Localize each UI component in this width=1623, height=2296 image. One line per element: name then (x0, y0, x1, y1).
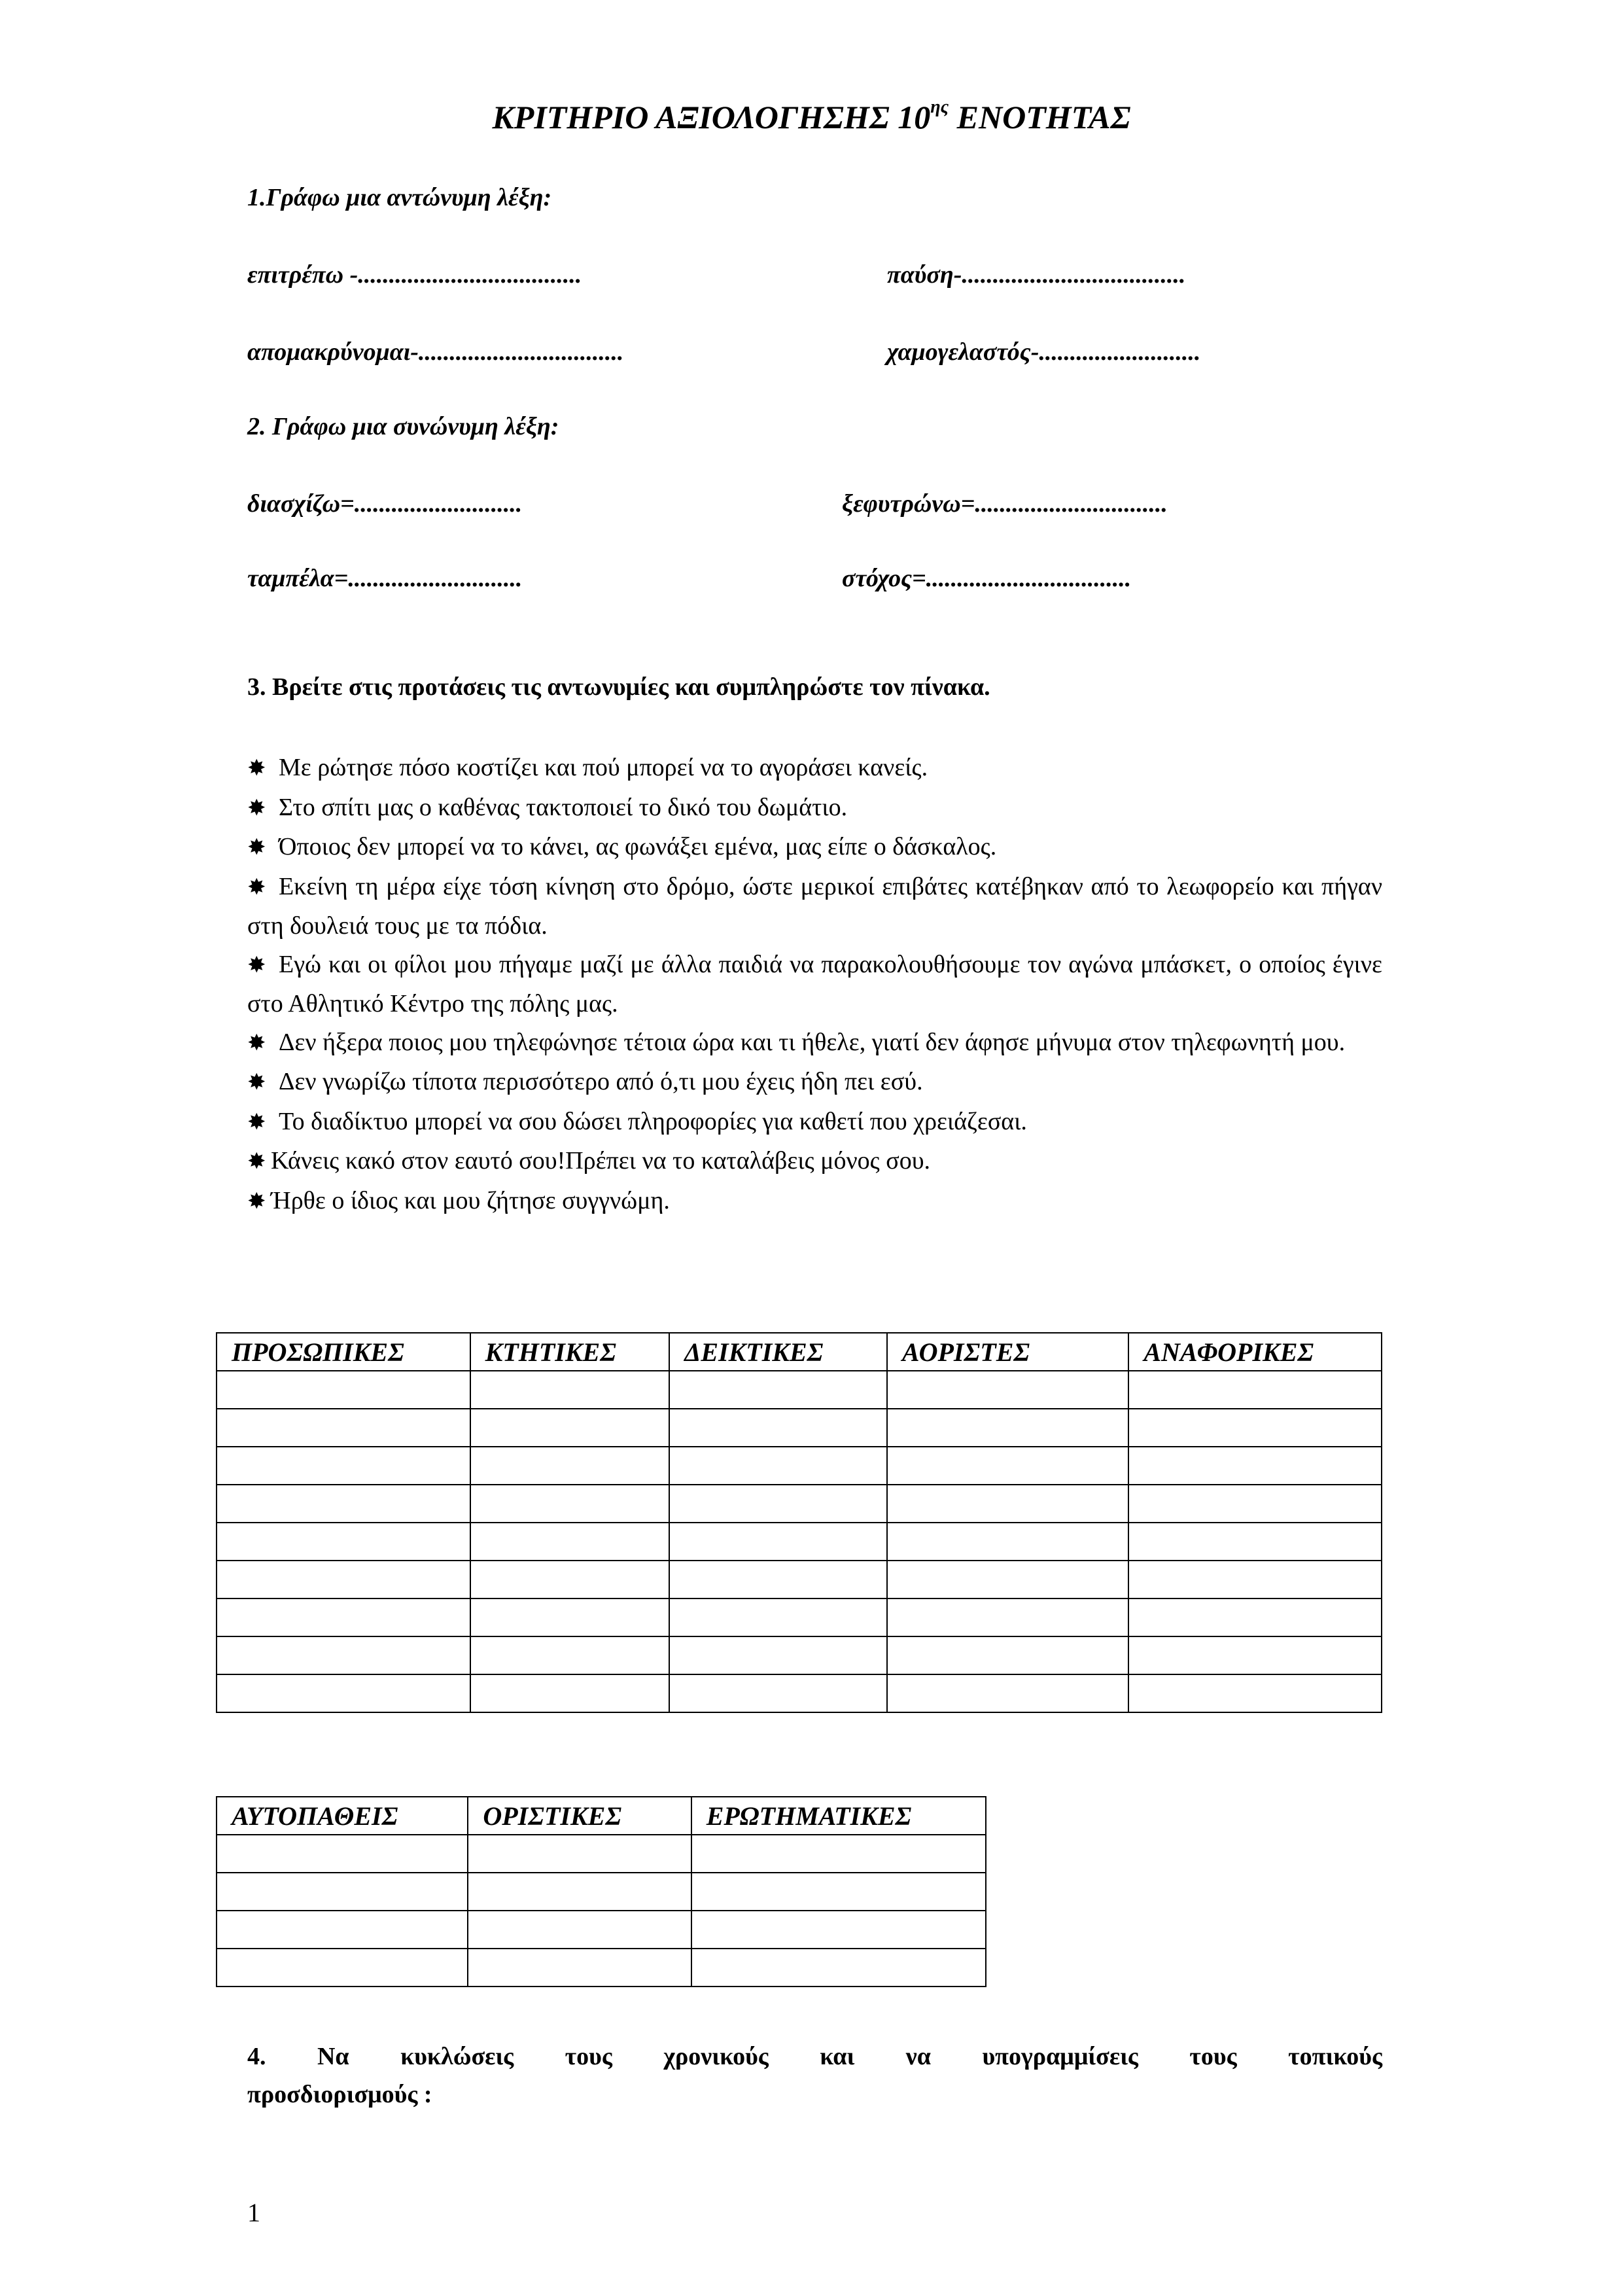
table-row (217, 1598, 1382, 1636)
table-row (217, 1835, 986, 1873)
answer-cell[interactable] (691, 1835, 986, 1873)
answer-cell[interactable] (669, 1409, 887, 1447)
table-row (217, 1873, 986, 1911)
q3-sentence (247, 1142, 1382, 1182)
answer-cell[interactable] (468, 1873, 691, 1911)
answer-cell[interactable] (887, 1485, 1128, 1523)
q1-item-pausi: παύση-.................................... (887, 261, 1186, 289)
pronoun-table-1 (216, 1332, 1382, 1713)
answer-cell[interactable] (669, 1674, 887, 1712)
answer-cell[interactable] (217, 1561, 470, 1598)
answer-cell[interactable] (217, 1835, 468, 1873)
table-row (217, 1371, 1382, 1409)
sentence-text: Το διαδίκτυο μπορεί να σου δώσει πληροφορίες για καθετί που χρειάζεσαι. (279, 1107, 1027, 1135)
star-bullet-icon: ✸ (247, 1070, 266, 1095)
answer-cell[interactable] (669, 1598, 887, 1636)
answer-cell[interactable] (470, 1561, 670, 1598)
table-row (217, 1949, 986, 1987)
col-header-aoristes: ΑΟΡΙΣΤΕΣ (887, 1333, 1128, 1371)
col-header-oristikes: ΟΡΙΣΤΙΚΕΣ (468, 1797, 691, 1835)
answer-cell[interactable] (470, 1523, 670, 1561)
q2-item-tampela: ταμπέλα=............................ (247, 565, 523, 592)
answer-cell[interactable] (470, 1598, 670, 1636)
q3-heading: 3. Βρείτε στις προτάσεις τις αντωνυμίες και συμπληρώστε τον πίνακα. (247, 673, 990, 701)
answer-cell[interactable] (217, 1674, 470, 1712)
answer-cell[interactable] (217, 1485, 470, 1523)
answer-cell[interactable] (691, 1949, 986, 1987)
answer-cell[interactable] (468, 1835, 691, 1873)
star-bullet-icon: ✸ (247, 875, 266, 900)
sentence-text: Με ρώτησε πόσο κοστίζει και πού μπορεί να το αγοράσει κανείς. (279, 754, 928, 781)
answer-cell[interactable] (470, 1409, 670, 1447)
answer-cell[interactable] (1128, 1598, 1382, 1636)
answer-cell[interactable] (217, 1873, 468, 1911)
table-row (217, 1561, 1382, 1598)
col-header-prosopikes: ΠΡΟΣΩΠΙΚΕΣ (217, 1333, 470, 1371)
answer-cell[interactable] (1128, 1561, 1382, 1598)
title-superscript: ης (930, 97, 949, 117)
page-number: 1 (247, 2198, 260, 2227)
answer-cell[interactable] (468, 1911, 691, 1949)
q2-item-diaschizo: διασχίζω=........................... (247, 490, 523, 518)
star-bullet-icon: ✸ (247, 1110, 266, 1135)
q1-heading: 1.Γράφω μια αντώνυμη λέξη: (247, 184, 552, 211)
star-bullet-icon: ✸ (247, 756, 266, 781)
answer-cell[interactable] (1128, 1636, 1382, 1674)
q3-sentence (247, 749, 1382, 788)
q1-item-chamogelastos: χαμογελαστός-.......................... (887, 338, 1201, 366)
table-row (217, 1485, 1382, 1523)
answer-cell[interactable] (470, 1485, 670, 1523)
answer-cell[interactable] (691, 1911, 986, 1949)
q2-heading: 2. Γράφω μια συνώνυμη λέξη: (247, 413, 559, 440)
title-end: ΕΝΟΤΗΤΑΣ (949, 99, 1131, 135)
answer-cell[interactable] (217, 1523, 470, 1561)
table-header-row (217, 1797, 986, 1835)
star-bullet-icon: ✸ (247, 836, 266, 860)
answer-cell[interactable] (1128, 1674, 1382, 1712)
q4-heading-line2: προσδιορισμούς : (247, 2081, 432, 2108)
sentence-text: Κάνεις κακό στον εαυτό σου!Πρέπει να το καταλάβεις μόνος σου. (271, 1147, 931, 1174)
answer-cell[interactable] (887, 1447, 1128, 1485)
star-bullet-icon: ✸ (247, 1031, 266, 1055)
q3-sentence (247, 868, 1382, 945)
answer-cell[interactable] (887, 1409, 1128, 1447)
q3-sentence (247, 1182, 1382, 1222)
table-header-row (217, 1333, 1382, 1371)
answer-cell[interactable] (669, 1636, 887, 1674)
table-row (217, 1409, 1382, 1447)
title-main: ΚΡΙΤΗΡΙΟ ΑΞΙΟΛΟΓΗΣΗΣ 10 (492, 99, 931, 135)
sentence-text: Στο σπίτι μας ο καθένας τακτοποιεί το δικό του δωμάτιο. (279, 793, 848, 821)
col-header-ktitikes: ΚΤΗΤΙΚΕΣ (470, 1333, 670, 1371)
answer-cell[interactable] (217, 1598, 470, 1636)
answer-cell[interactable] (1128, 1523, 1382, 1561)
sentence-text: Δεν γνωρίζω τίποτα περισσότερο από ό,τι μου έχεις ήδη πει εσύ. (279, 1068, 923, 1095)
page-title (0, 97, 1623, 136)
table-row (217, 1911, 986, 1949)
answer-cell[interactable] (887, 1674, 1128, 1712)
answer-cell[interactable] (1128, 1447, 1382, 1485)
answer-cell[interactable] (669, 1523, 887, 1561)
answer-cell[interactable] (468, 1949, 691, 1987)
q2-item-stochos: στόχος=................................. (842, 565, 1132, 592)
answer-cell[interactable] (217, 1409, 470, 1447)
q3-sentence (247, 828, 1382, 868)
star-bullet-icon: ✸ (247, 1189, 266, 1214)
answer-cell[interactable] (217, 1371, 470, 1409)
answer-cell[interactable] (887, 1636, 1128, 1674)
answer-cell[interactable] (470, 1371, 670, 1409)
answer-cell[interactable] (217, 1911, 468, 1949)
q2-item-xefytrono: ξεφυτρώνω=............................... (842, 490, 1168, 518)
q4-heading-line1: 4. Να κυκλώσεις τους χρονικούς και να υπογραμμίσεις τους τοπικούς (247, 2043, 1382, 2070)
answer-cell[interactable] (669, 1561, 887, 1598)
answer-cell[interactable] (217, 1636, 470, 1674)
q3-sentence (247, 945, 1382, 1023)
q4-heading (247, 2038, 1382, 2113)
col-header-deiktikes: ΔΕΙΚΤΙΚΕΣ (669, 1333, 887, 1371)
col-header-aftopatheis: ΑΥΤΟΠΑΘΕΙΣ (217, 1797, 468, 1835)
q3-sentence (247, 1103, 1382, 1142)
answer-cell[interactable] (470, 1674, 670, 1712)
answer-cell[interactable] (1128, 1371, 1382, 1409)
star-bullet-icon: ✸ (247, 1150, 266, 1174)
answer-cell[interactable] (887, 1598, 1128, 1636)
table-row (217, 1447, 1382, 1485)
q1-item-apomakrynomai: απομακρύνομαι-................................. (247, 338, 624, 366)
q1-item-epitrepo: επιτρέπω -.................................... (247, 261, 582, 289)
q3-sentence (247, 1063, 1382, 1103)
pronoun-table-2 (216, 1796, 986, 1987)
sentence-text: Εγώ και οι φίλοι μου πήγαμε μαζί με άλλα παιδιά να παρακολουθήσουμε τον αγώνα μπάσκετ, ο οποίος έγινε στο Αθλητικό Κέντρο της πόλης μας. (247, 950, 1382, 1017)
sentence-text: Δεν ήξερα ποιος μου τηλεφώνησε τέτοια ώρα και τι ήθελε, γιατί δεν άφησε μήνυμα στον τηλεφωνητή μου. (279, 1028, 1346, 1056)
answer-cell[interactable] (1128, 1409, 1382, 1447)
q3-sentence-list (247, 749, 1382, 1221)
star-bullet-icon: ✸ (247, 796, 266, 821)
answer-cell[interactable] (669, 1447, 887, 1485)
answer-cell[interactable] (470, 1447, 670, 1485)
answer-cell[interactable] (1128, 1485, 1382, 1523)
answer-cell[interactable] (470, 1636, 670, 1674)
answer-cell[interactable] (887, 1371, 1128, 1409)
answer-cell[interactable] (669, 1371, 887, 1409)
q3-sentence (247, 788, 1382, 828)
table-row (217, 1674, 1382, 1712)
table-row (217, 1636, 1382, 1674)
answer-cell[interactable] (887, 1523, 1128, 1561)
col-header-erotimatikes: ΕΡΩΤΗΜΑΤΙΚΕΣ (691, 1797, 986, 1835)
answer-cell[interactable] (217, 1447, 470, 1485)
answer-cell[interactable] (669, 1485, 887, 1523)
q3-sentence (247, 1023, 1382, 1063)
table-row (217, 1523, 1382, 1561)
sentence-text: Εκείνη τη μέρα είχε τόση κίνηση στο δρόμο, ώστε μερικοί επιβάτες κατέβηκαν από το λεωφορείο και πήγαν στη δουλειά τους με τα πόδια. (247, 872, 1382, 940)
sentence-text: Ήρθε ο ίδιος και μου ζήτησε συγγνώμη. (271, 1186, 670, 1214)
star-bullet-icon: ✸ (247, 953, 266, 978)
answer-cell[interactable] (217, 1949, 468, 1987)
sentence-text: Όποιος δεν μπορεί να το κάνει, ας φωνάξει εμένα, μας είπε ο δάσκαλος. (279, 833, 997, 860)
col-header-anaforikes: ΑΝΑΦΟΡΙΚΕΣ (1128, 1333, 1382, 1371)
answer-cell[interactable] (691, 1873, 986, 1911)
answer-cell[interactable] (887, 1561, 1128, 1598)
